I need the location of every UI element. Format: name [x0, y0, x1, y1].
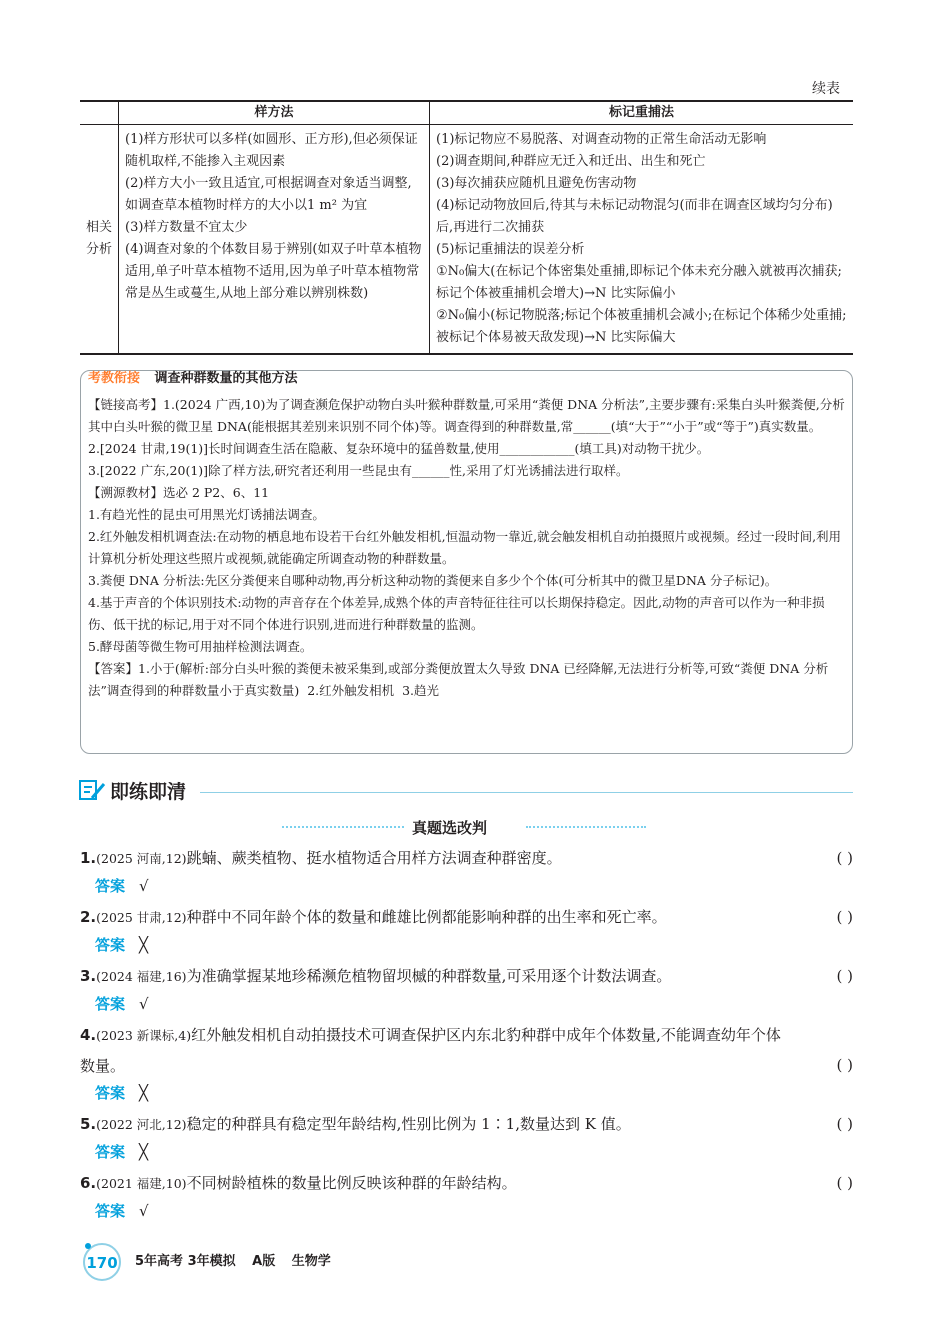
question-number: 6. [80, 1174, 97, 1192]
answer-row [95, 1200, 149, 1221]
box-line: 2.[2024 甘肃,19(1)]长时间调查生活在隐蔽、复杂环境中的猛兽数量,使用____________(填工具)对动物干扰少。 [88, 441, 710, 456]
mr-item: (4)标记动物放回后,待其与未标记动物混匀(而非在调查区域均匀分布)后,再进行二次捕获 [436, 198, 833, 235]
question-number: 2. [80, 908, 97, 926]
quadrat-item: (4)调查对象的个体数目易于辨别(如双子叶草本植物适用,单子叶草本植物不适用,因为单子叶草本植物常常是丛生或蔓生,从地上部分难以辨别株数) [125, 242, 422, 301]
box-line: 3.[2022 广东,20(1)]除了样方法,研究者还利用一些昆虫有______性,采用了灯光诱捕法进行取样。 [88, 463, 629, 478]
book-title: 5年高考 3年模拟 [135, 1254, 236, 1269]
answer-mark: ╳ [139, 1084, 149, 1102]
info-box-title: 调查种群数量的其他方法 [154, 371, 298, 386]
question-item [80, 1020, 853, 1081]
mark-recapture-cell [430, 125, 854, 355]
answer-row [95, 993, 149, 1014]
answer-blank: ( ) [836, 1056, 853, 1074]
answer-blank: ( ) [836, 908, 853, 926]
question-number: 5. [80, 1115, 97, 1133]
question-item [80, 1168, 853, 1199]
question-source: (2023 新课标,4) [96, 1028, 192, 1043]
quadrat-item: (2)样方大小一致且适宜,可根据调查对象适当调整,如调查草本植物时样方的大小以1 m² 为宜 [125, 176, 412, 213]
answer-label: 答案 [95, 1143, 126, 1161]
mr-item: (2)调查期间,种群应无迁入和迁出、出生和死亡 [436, 154, 706, 169]
question-source: (2024 福建,16) [96, 969, 187, 984]
answer-label: 答案 [95, 877, 126, 895]
answer-label: 答案 [95, 995, 126, 1013]
info-box-tag: 考教衔接 [88, 371, 141, 386]
answer-blank: ( ) [836, 849, 853, 867]
answer-row [95, 1141, 148, 1162]
quadrat-item: (3)样方数量不宜太少 [125, 220, 248, 235]
mr-item: ②N₀偏小(标记物脱落;标记个体被重捕机会减小;在标记个体稀少处重捕;被标记个体易被天敌发现)→N 比实际偏大 [436, 308, 847, 345]
answer-mark: √ [139, 1202, 149, 1220]
section-rule [200, 792, 853, 793]
mr-item: ①N₀偏大(在标记个体密集处重捕,即标记个体未充分融入就被再次捕获;标记个体被重捕机会增大)→N 比实际偏小 [436, 264, 842, 301]
edition: A版 [252, 1254, 276, 1269]
question-item [80, 961, 853, 992]
answer-mark: ╳ [139, 936, 149, 954]
box-line: 2.红外触发相机调查法:在动物的栖息地布设若干台红外触发相机,恒温动物一靠近,就会触发相机自动拍摄照片或视频。经过一段时间,利用计算机分析处理这些照片或视频,就能确定所调查动物的种群数量。 [88, 529, 842, 566]
header-empty [80, 101, 119, 125]
header-quadrat: 样方法 [119, 101, 430, 125]
answer-label: 答案 [95, 1084, 126, 1102]
quadrat-cell [119, 125, 430, 355]
question-text: 种群中不同年龄个体的数量和雌雄比例都能影响种群的出生率和死亡率。 [186, 908, 667, 926]
question-number: 1. [80, 849, 97, 867]
header-mark-recapture: 标记重捕法 [430, 101, 854, 125]
box-line: 4.基于声音的个体识别技术:动物的声音存在个体差异,成熟个体的声音特征往往可以长期保持稳定。因此,动物的声音可以作为一种非损伤、低干扰的标记,用于对不同个体进行识别,进而进行种群数量的监测。 [88, 595, 825, 632]
answer-row [95, 1082, 148, 1103]
dots-left [282, 826, 404, 828]
answer-mark: √ [139, 995, 149, 1013]
table-header-row [80, 101, 853, 125]
question-text: 为准确掌握某地珍稀濒危植物留坝槭的种群数量,可采用逐个计数法调查。 [186, 967, 672, 985]
mr-item: (1)标记物应不易脱落、对调查动物的正常生命活动无影响 [436, 132, 767, 147]
question-item [80, 902, 853, 933]
question-text: 红外触发相机自动拍摄技术可调查保护区内东北豹种群中成年个体数量,不能调查幼年个体数量。 [80, 1026, 781, 1075]
question-text: 跳蝻、蕨类植物、挺水植物适合用样方法调查种群密度。 [186, 849, 562, 867]
comparison-table [80, 100, 853, 355]
answer-label: 答案 [95, 1202, 126, 1220]
question-item [80, 1109, 853, 1140]
box-line: 【链接高考】1.(2024 广西,10)为了调查濒危保护动物白头叶猴种群数量,可采用“粪便 DNA 分析法”,主要步骤有:采集白头叶猴粪便,分析其中白头叶猴的微卫星 DNA(能根据其差别来识别不同个体)等。调查得到的种群数量,常______(填“大于”“小于”或“等于”)真实数量。 [88, 397, 845, 434]
info-box-body [88, 394, 846, 702]
info-box-header [88, 367, 298, 386]
question-text: 不同树龄植株的数量比例反映该种群的年龄结构。 [186, 1174, 517, 1192]
question-source: (2022 河北,12) [96, 1117, 187, 1132]
mr-item: (3)每次捕获应随机且避免伤害动物 [436, 176, 637, 191]
continued-label: 续表 [812, 81, 840, 97]
box-line: 3.粪便 DNA 分析法:先区分粪便来自哪种动物,再分析这种动物的粪便来自多少个个体(可分析其中的微卫星DNA 分子标记)。 [88, 573, 778, 588]
subject: 生物学 [291, 1254, 331, 1269]
row-label: 相关分析 [80, 125, 119, 355]
page-number: 170 [86, 1254, 118, 1272]
answer-row [95, 934, 148, 955]
answer-blank: ( ) [836, 967, 853, 985]
question-number: 3. [80, 967, 97, 985]
pencil-note-icon [78, 778, 106, 802]
question-item [80, 843, 853, 874]
mr-item: (5)标记重捕法的误差分析 [436, 242, 585, 257]
answer-mark: √ [139, 877, 149, 895]
question-text: 稳定的种群具有稳定型年龄结构,性别比例为 1∶1,数量达到 K 值。 [186, 1115, 631, 1133]
answer-label: 答案 [95, 936, 126, 954]
table-row [80, 125, 853, 355]
question-source: (2025 河南,12) [96, 851, 187, 866]
box-line: 5.酵母菌等微生物可用抽样检测法调查。 [88, 639, 313, 654]
box-line: 【答案】1.小于(解析:部分白头叶猴的粪便未被采集到,或部分粪便放置太久导致 DNA 已经降解,无法进行分析等,可致“粪便 DNA 分析法”调查得到的种群数量小于真实数量) 2.红外触发相机 3.趋光 [88, 661, 829, 698]
subsection-title: 真题选改判 [412, 819, 488, 837]
section-title: 即练即清 [110, 781, 187, 803]
question-number: 4. [80, 1026, 97, 1044]
answer-blank: ( ) [836, 1174, 853, 1192]
answer-row [95, 875, 149, 896]
question-source: (2025 甘肃,12) [96, 910, 187, 925]
page-number-badge [76, 1234, 128, 1286]
question-source: (2021 福建,10) [96, 1176, 187, 1191]
quadrat-item: (1)样方形状可以多样(如圆形、正方形),但必须保证随机取样,不能掺入主观因素 [125, 132, 418, 169]
answer-mark: ╳ [139, 1143, 149, 1161]
answer-blank: ( ) [836, 1115, 853, 1133]
dots-right [526, 826, 646, 828]
box-line: 【溯源教材】选必 2 P2、6、11 [88, 485, 270, 500]
footer-text [135, 1250, 343, 1269]
box-line: 1.有趋光性的昆虫可用黑光灯诱捕法调查。 [88, 507, 325, 522]
